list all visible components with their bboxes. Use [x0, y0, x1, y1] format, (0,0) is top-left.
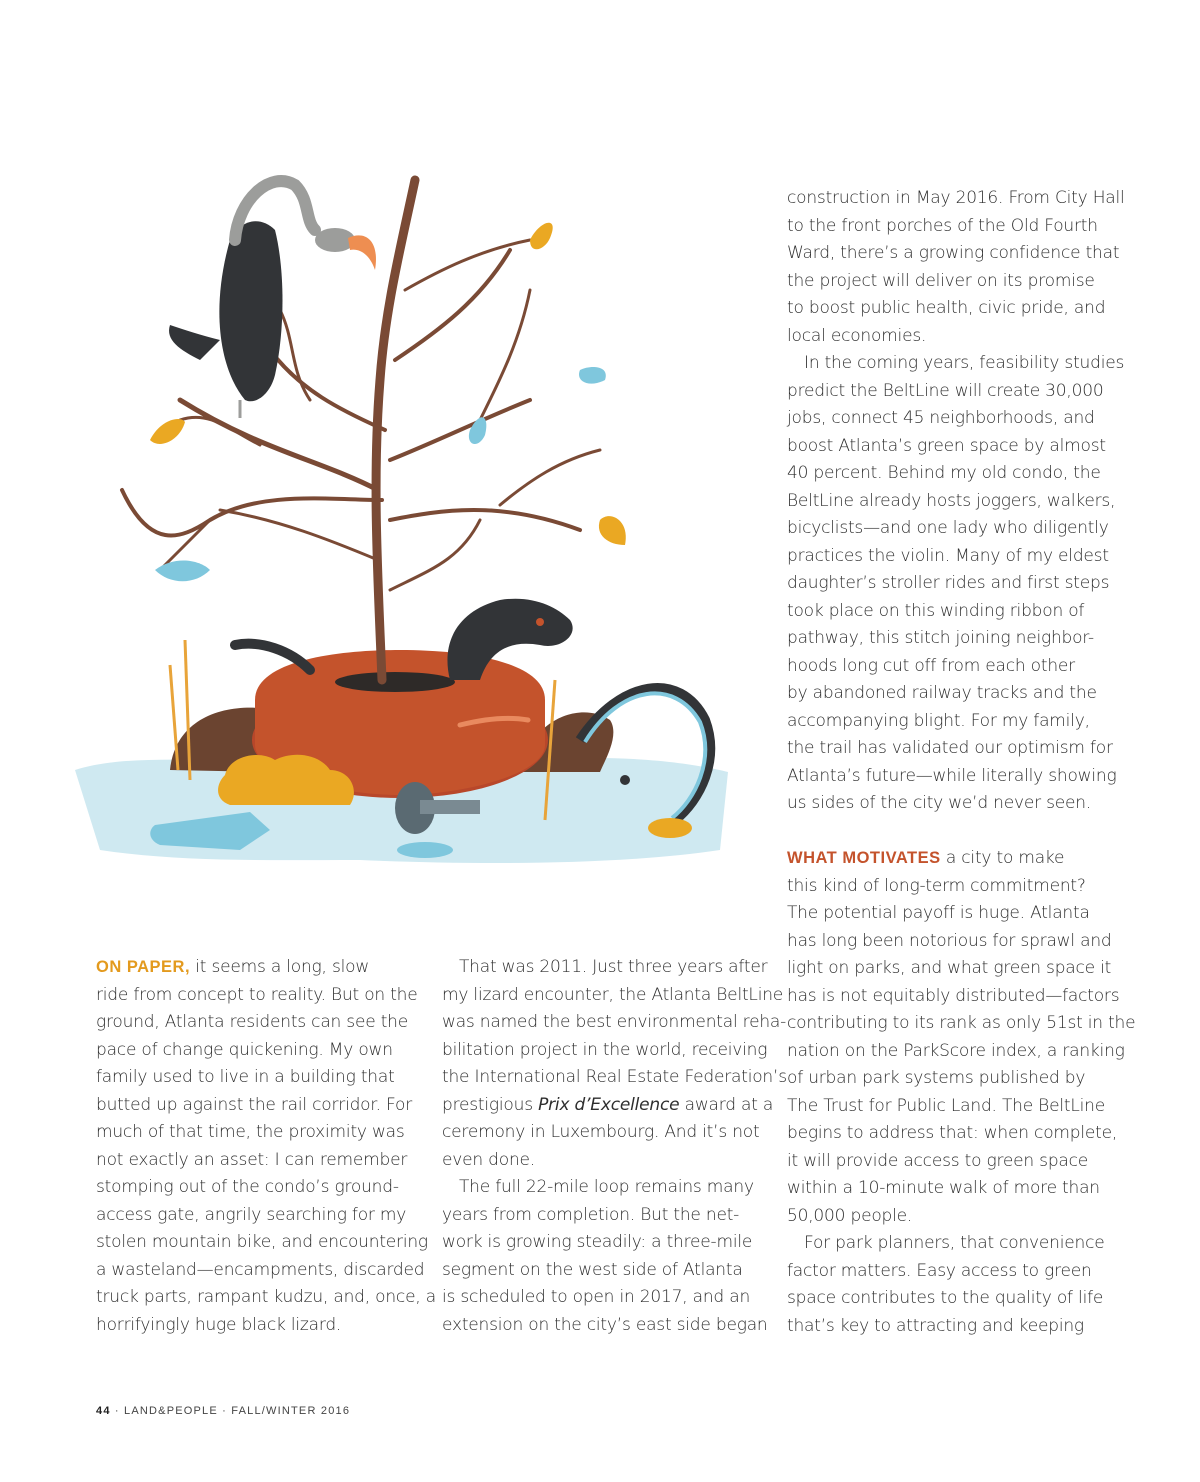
paragraph-line: light on parks, and what green space it: [787, 958, 1112, 978]
paragraph-line: segment on the west side of Atlanta: [442, 1259, 743, 1280]
paragraph-line: family used to live in a building that: [96, 1067, 395, 1087]
leaf-blue: [155, 561, 210, 582]
section-gap: [787, 818, 1117, 846]
paragraph-line: That was 2011. Just three years after: [459, 957, 768, 977]
paragraph-line: has long been notorious for sprawl and: [787, 930, 1112, 951]
paragraph-line: The full 22-mile loop remains many: [459, 1177, 754, 1197]
paragraph-line: boost Atlanta’s green space by almost: [787, 435, 1106, 456]
yellow-scrap: [648, 818, 692, 838]
paragraph-line: accompanying blight. For my family,: [787, 710, 1090, 731]
tire-hole: [335, 672, 455, 692]
paragraph-line: ON PAPER, it seems a long, slow: [96, 957, 370, 977]
paragraph-line: For park planners, that convenience: [804, 1233, 1105, 1253]
paragraph-line: nation on the ParkScore index, a ranking: [787, 1040, 1125, 1061]
paragraph-line: extension on the city’s east side began: [442, 1314, 768, 1335]
paragraph-line: space contributes to the quality of life: [787, 1288, 1104, 1308]
paragraph-line: was named the best environmental reha-: [442, 1012, 787, 1032]
award-name: Prix d’Excellence: [538, 1094, 680, 1115]
paragraph-line: Ward, there’s a growing confidence that: [787, 243, 1120, 263]
paragraph-line: BeltLine already hosts joggers, walkers,: [787, 490, 1116, 511]
paragraph-line: bicyclists—and one lady who diligently: [787, 518, 1109, 538]
paragraph-line: Atlanta’s future—while literally showing: [787, 765, 1117, 786]
paragraph-line: local economies.: [787, 325, 927, 346]
leaf-blue: [579, 367, 606, 384]
paragraph-line: butted up against the rail corridor. For: [96, 1094, 412, 1115]
paragraph-line: daughter’s stroller rides and first steps: [787, 573, 1110, 593]
paragraph-line: to boost public health, civic pride, and: [787, 298, 1106, 318]
leaves: [150, 223, 626, 581]
paragraph-line: jobs, connect 45 neighborhoods, and: [787, 408, 1095, 428]
paragraph-line: that’s key to attracting and keeping: [787, 1315, 1084, 1336]
paragraph-line: pace of change quickening. My own: [96, 1039, 393, 1060]
paragraph-line: predict the BeltLine will create 30,000: [787, 380, 1104, 401]
paragraph-line: within a 10-minute walk of more than: [787, 1178, 1100, 1198]
paragraph-line: of urban park systems published by: [787, 1068, 1086, 1088]
paragraph-line: pathway, this stitch joining neighbor-: [787, 628, 1094, 648]
article-column-2: [442, 954, 787, 1339]
paragraph-line: prestigious Prix d’Excellence award at a: [442, 1094, 774, 1115]
paragraph-line: us sides of the city we’d never seen.: [787, 793, 1092, 813]
paragraph-line: 50,000 people.: [787, 1205, 913, 1226]
vulture: [169, 181, 376, 418]
paragraph-line: practices the violin. Many of my eldest: [787, 545, 1109, 566]
paragraph-line: the International Real Estate Federation’s: [442, 1067, 787, 1087]
leaf-blue: [469, 417, 486, 444]
tree-in-tire-illustration: [60, 160, 740, 900]
paragraph-line: begins to address that: when complete,: [787, 1123, 1118, 1143]
page-number: 44: [96, 1405, 111, 1417]
paragraph-line: In the coming years, feasibility studies: [804, 353, 1125, 373]
article-column-3: [787, 185, 1136, 1340]
paragraph-line: much of that time, the proximity was: [96, 1122, 405, 1142]
paragraph-line: WHAT MOTIVATES a city to make: [787, 848, 1065, 868]
paragraph-line: this kind of long-term commitment?: [787, 875, 1086, 896]
paragraph-line: access gate, angrily searching for my: [96, 1204, 407, 1225]
publication-info: · LAND&PEOPLE · FALL/WINTER 2016: [110, 1405, 351, 1417]
paragraph-line: the project will deliver on its promise: [787, 270, 1095, 291]
paragraph-line: horrifyingly huge black lizard.: [96, 1314, 342, 1335]
paragraph-line: factor matters. Easy access to green: [787, 1260, 1092, 1281]
paragraph-line: to the front porches of the Old Fourth: [787, 215, 1098, 236]
paragraph-line: ceremony in Luxembourg. And it’s not: [442, 1122, 760, 1142]
paragraph-line: hoods long cut off from each other: [787, 655, 1075, 676]
paragraph-line: even done.: [442, 1149, 535, 1170]
paragraph-line: work is growing steadily: a three-mile: [442, 1232, 753, 1252]
paragraph-line: ride from concept to reality. But on the: [96, 984, 418, 1005]
page-footer: [96, 1405, 350, 1417]
paragraph-line: ground, Atlanta residents can see the: [96, 1012, 408, 1032]
paragraph-line: my lizard encounter, the Atlanta BeltLine: [442, 984, 784, 1005]
paragraph-line: took place on this winding ribbon of: [787, 600, 1085, 621]
paragraph-line: by abandoned railway tracks and the: [787, 683, 1097, 703]
article-column-1: [96, 954, 436, 1339]
lead-in: WHAT MOTIVATES: [787, 849, 941, 867]
paragraph-line: bilitation project in the world, receiving: [442, 1039, 768, 1060]
paragraph-line: a wasteland—encampments, discarded: [96, 1259, 425, 1280]
paragraph-line: stomping out of the condo’s ground-: [96, 1177, 399, 1197]
paragraph-line: not exactly an asset: I can remember: [96, 1149, 408, 1170]
paragraph-line: construction in May 2016. From City Hall: [787, 188, 1125, 208]
paragraph-line: the trail has validated our optimism for: [787, 738, 1113, 758]
paragraph-line: it will provide access to green space: [787, 1150, 1089, 1171]
paragraph-line: The potential payoff is huge. Atlanta: [787, 903, 1090, 923]
paragraph-line: years from completion. But the net-: [442, 1204, 740, 1225]
paragraph-line: 40 percent. Behind my old condo, the: [787, 463, 1101, 483]
leaf-yellow: [150, 419, 185, 444]
paragraph-line: has is not equitably distributed—factors: [787, 985, 1120, 1006]
paragraph-line: is scheduled to open in 2017, and an: [442, 1287, 751, 1307]
paragraph-line: The Trust for Public Land. The BeltLine: [787, 1095, 1105, 1116]
lead-in: ON PAPER,: [96, 958, 191, 976]
paragraph-line: contributing to its rank as only 51st in the: [787, 1013, 1136, 1033]
paragraph-line: truck parts, rampant kudzu, and, once, a: [96, 1287, 436, 1307]
leaf-yellow: [599, 516, 626, 545]
leaf-yellow: [530, 223, 553, 250]
paragraph-line: stolen mountain bike, and encountering: [96, 1232, 428, 1252]
